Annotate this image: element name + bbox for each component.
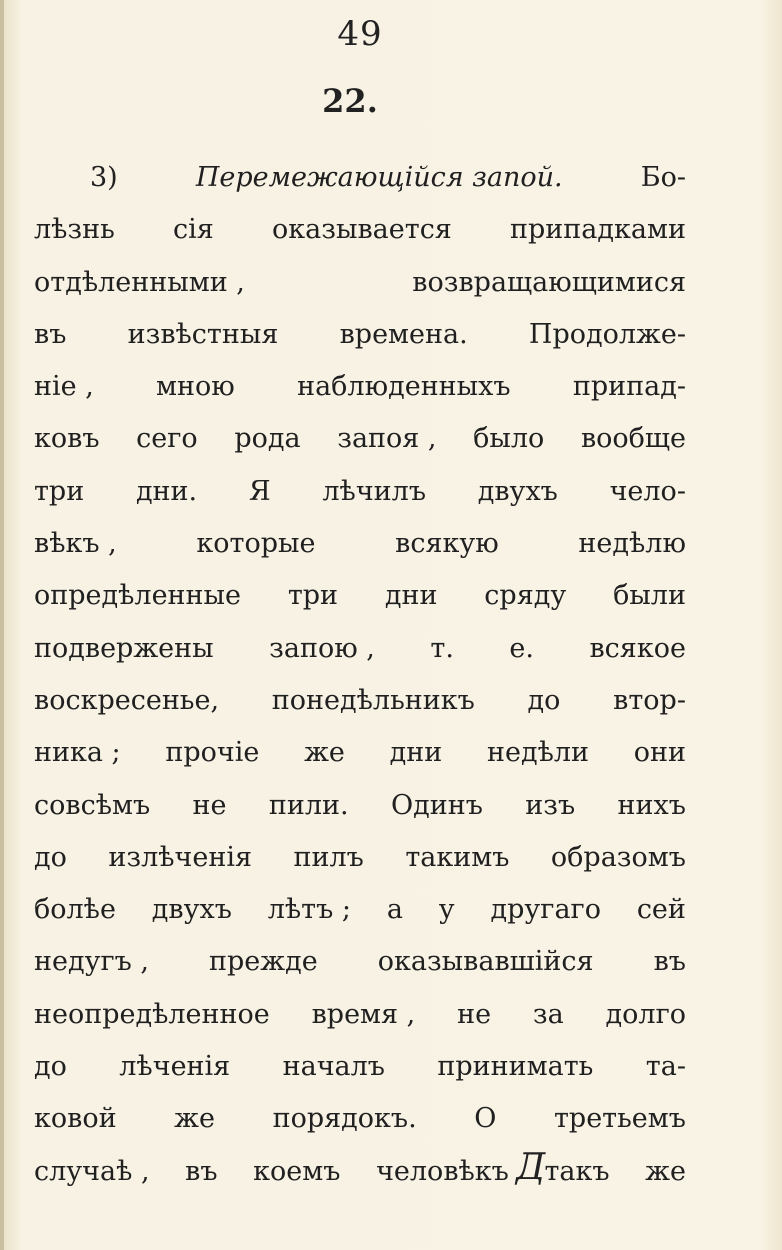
word: въ <box>34 318 67 350</box>
text-line <box>34 1093 686 1145</box>
word: рода <box>234 423 301 455</box>
text-line <box>34 727 686 779</box>
word: е. <box>509 632 534 664</box>
word: три <box>287 580 339 612</box>
word: нихъ <box>617 789 686 821</box>
word: лѣзнь <box>34 214 115 246</box>
word: совсѣмъ <box>34 789 151 821</box>
word: за <box>532 998 564 1030</box>
word: же <box>174 1103 215 1135</box>
word: дни <box>384 580 438 612</box>
text-line <box>34 413 686 465</box>
word: мною <box>156 371 235 403</box>
word: ковой <box>34 1103 117 1135</box>
word: не <box>192 789 227 821</box>
word: Бо- <box>640 162 686 193</box>
text-line <box>34 466 686 518</box>
word: образомъ <box>550 841 686 873</box>
page-number: 49 <box>337 14 383 54</box>
word: было <box>473 423 545 455</box>
word: принимать <box>437 1051 594 1083</box>
word: пилъ <box>293 841 364 873</box>
text-line <box>34 989 686 1041</box>
text-line <box>34 152 686 204</box>
word: сего <box>136 423 198 455</box>
word: не <box>457 998 492 1030</box>
section-number: 22. <box>322 82 378 120</box>
page-edge <box>0 0 4 1250</box>
text-line <box>34 884 686 936</box>
word: они <box>633 737 686 769</box>
word: сряду <box>484 580 567 612</box>
word: дни. <box>135 475 198 507</box>
word: сія <box>173 214 214 246</box>
word: отдѣленными , <box>34 266 245 298</box>
word: а <box>386 894 403 926</box>
word: припад- <box>572 371 686 403</box>
word: лѣчилъ <box>322 475 427 507</box>
word: ковъ <box>34 423 100 455</box>
text-line <box>34 675 686 727</box>
word: три <box>34 475 85 507</box>
word: въ <box>185 1155 218 1187</box>
word: такимъ <box>405 841 510 873</box>
word: порядокъ. <box>272 1103 417 1135</box>
word: извѣстныя <box>127 318 279 350</box>
word: у <box>438 894 455 926</box>
word: оказывавшійся <box>377 946 594 978</box>
word: недѣлю <box>578 528 686 560</box>
word: втор- <box>613 684 686 716</box>
word: прежде <box>209 946 318 978</box>
word: двухъ <box>151 894 232 926</box>
word: такъ <box>544 1155 610 1187</box>
word: Перемежающійся запой. <box>195 162 563 193</box>
text-line <box>34 832 686 884</box>
word: вѣкъ , <box>34 528 117 560</box>
word: въ <box>653 946 686 978</box>
text-line <box>34 518 686 570</box>
word: долго <box>605 998 686 1030</box>
word: наблюденныхъ <box>297 371 511 403</box>
word: запою , <box>269 632 375 664</box>
word: случаѣ , <box>34 1155 150 1187</box>
word: ника ; <box>34 737 121 769</box>
text-line <box>34 1041 686 1093</box>
word: человѣкъ <box>376 1155 509 1187</box>
word: неопредѣленное <box>34 998 270 1030</box>
word: до <box>34 841 67 873</box>
word: излѣченія <box>108 841 253 873</box>
word: лѣченія <box>119 1051 231 1083</box>
word: пили. <box>268 789 349 821</box>
word: возвращающимися <box>412 266 686 298</box>
word: т. <box>430 632 454 664</box>
word: сей <box>636 894 686 926</box>
word: же <box>304 737 345 769</box>
word: О <box>474 1103 497 1135</box>
word: до <box>527 684 561 716</box>
word: всякую <box>395 528 499 560</box>
word: опредѣленные <box>34 580 242 612</box>
word: которые <box>196 528 316 560</box>
word: воскресенье, <box>34 684 220 716</box>
word: до <box>34 1051 67 1083</box>
word: недугъ , <box>34 946 149 978</box>
word: прочіе <box>165 737 260 769</box>
catchword: Д <box>516 1147 546 1188</box>
word: та- <box>645 1051 686 1083</box>
word: лѣтъ ; <box>267 894 351 926</box>
word: чело- <box>609 475 686 507</box>
text-line <box>34 361 686 413</box>
text-line <box>34 309 686 361</box>
word: началъ <box>282 1051 385 1083</box>
word: недѣли <box>486 737 590 769</box>
word: понедѣльникъ <box>271 684 475 716</box>
word: Я <box>248 475 271 507</box>
text-line <box>34 623 686 675</box>
word: изъ <box>525 789 576 821</box>
text-line <box>34 780 686 832</box>
word: двухъ <box>477 475 558 507</box>
word: время , <box>311 998 416 1030</box>
word: подвержены <box>34 632 214 664</box>
word: ніе , <box>34 371 94 403</box>
text-line <box>34 257 686 309</box>
word: оказывается <box>272 214 452 246</box>
word: припадками <box>510 214 686 246</box>
text-line <box>34 936 686 988</box>
text-line <box>34 570 686 622</box>
word: Одинъ <box>390 789 483 821</box>
word: же <box>645 1155 686 1187</box>
body-text <box>34 152 686 1198</box>
word: были <box>613 580 686 612</box>
text-line <box>34 204 686 256</box>
word: вообще <box>580 423 686 455</box>
word: другаго <box>490 894 601 926</box>
word: болѣе <box>34 894 116 926</box>
word: дни <box>389 737 443 769</box>
text-line <box>34 1146 686 1198</box>
word: третьемъ <box>553 1103 686 1135</box>
word: всякое <box>589 632 686 664</box>
word: Продолже- <box>528 318 686 350</box>
word: 3) <box>90 162 118 193</box>
word: запоя , <box>337 423 437 455</box>
word: времена. <box>339 318 468 350</box>
word: коемъ <box>253 1155 341 1187</box>
